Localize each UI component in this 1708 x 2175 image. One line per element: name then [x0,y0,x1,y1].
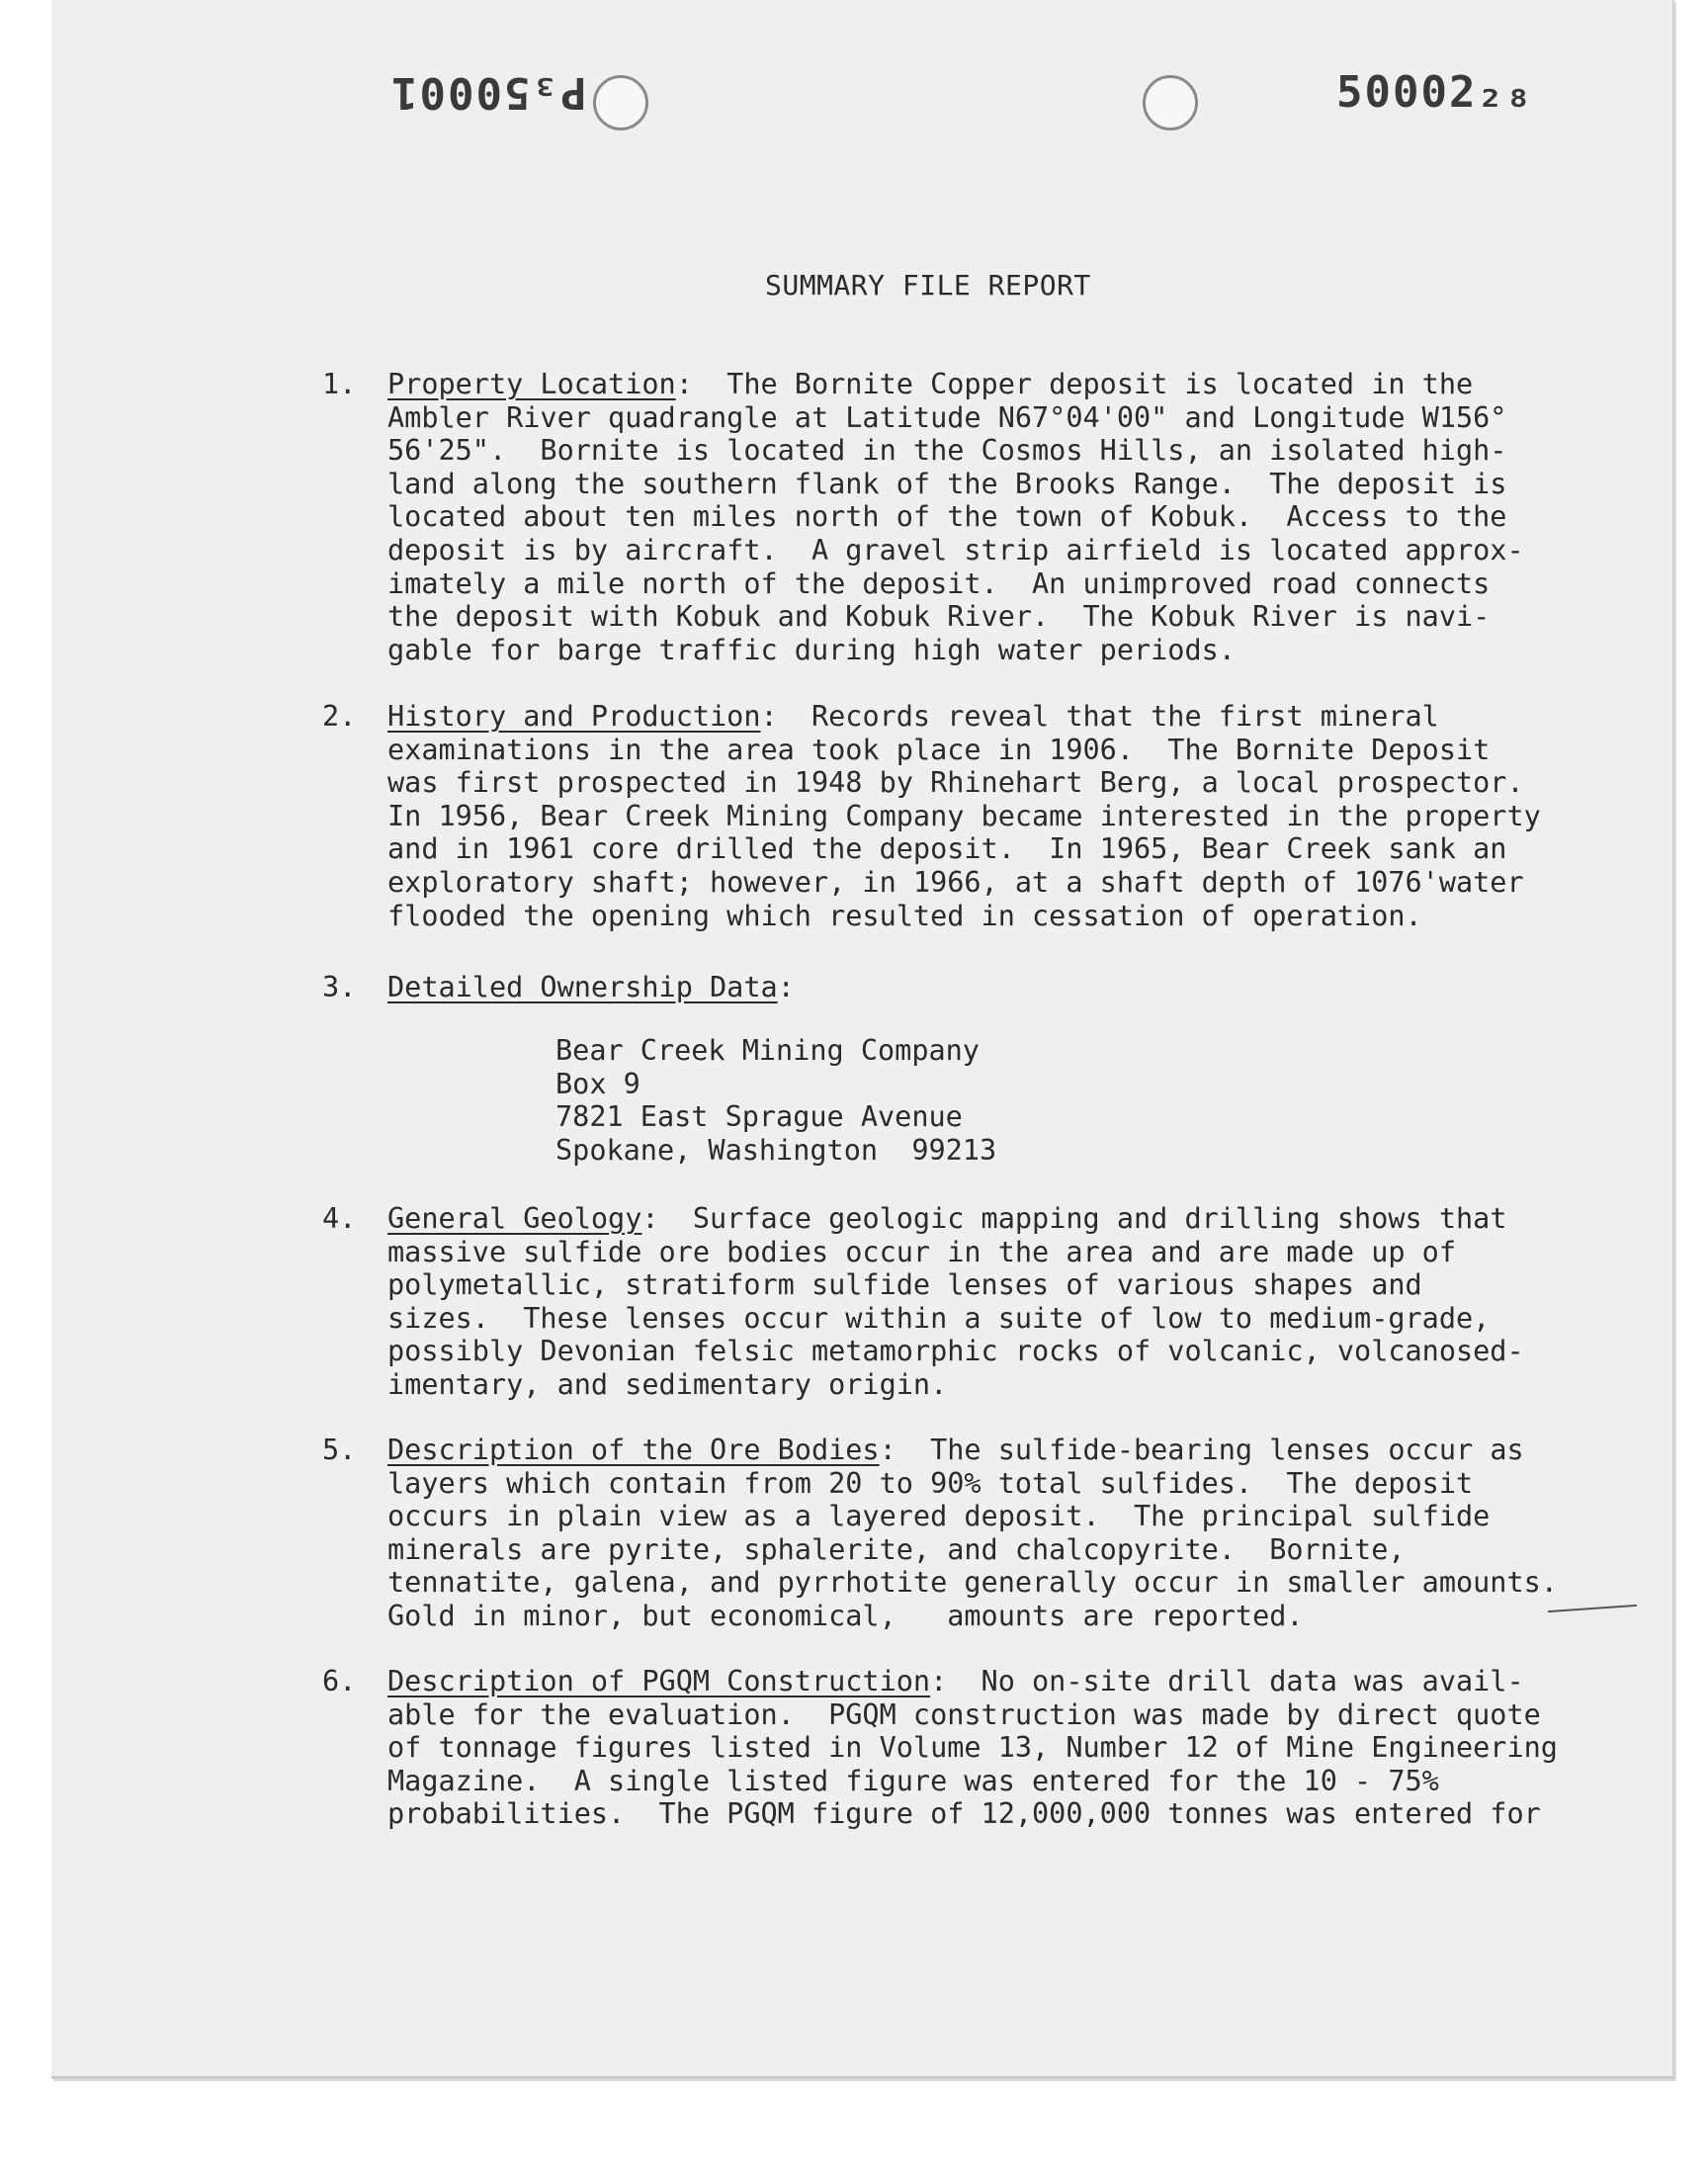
section-line: examinations in the area took place in 1906. The Bornite Deposit [387,733,1491,766]
section-first-line-text: : Surface geologic mapping and drilling shows that [641,1202,1507,1235]
section-line: was first prospected in 1948 by Rhinehart Berg, a local prospector. [387,766,1524,800]
address-line: Box 9 [555,1067,640,1100]
section-first-line-text: : Records reveal that the first mineral [760,700,1439,733]
section-number: 6. [322,1665,357,1697]
section-first-line-text: : No on-site drill data was avail- [930,1665,1524,1697]
section-body [387,368,1574,666]
section-line: Ambler River quadrangle at Latitude N67°04'00" and Longitude W156° [387,400,1507,434]
section-body [387,971,1574,1004]
section-line: deposit is by aircraft. A gravel strip airfield is located approx- [387,533,1524,566]
section-heading: History and Production [387,700,761,733]
report-title: SUMMARY FILE REPORT [765,269,1091,302]
section-line: tennatite, galena, and pyrrhotite generally occur in smaller amounts. [387,1566,1558,1600]
section-line: imentary, and sedimentary origin. [387,1367,948,1401]
section-body [387,1434,1574,1633]
section-body [387,1202,1574,1402]
section-line: Gold in minor, but economical, amounts are reported. [387,1599,1304,1632]
section-line: imately a mile north of the deposit. An unimproved road connects [387,566,1491,600]
section-number: 5. [322,1434,357,1466]
section-first-line-text: : The sulfide-bearing lenses occur as [879,1434,1524,1466]
section-body [387,700,1574,932]
section-heading: Property Location [387,368,676,400]
section-heading: General Geology [387,1202,642,1235]
section-first-line-text: : The Bornite Copper deposit is located in the [675,368,1474,400]
document-number-stamp-left: P₃50001 [389,67,587,118]
section-heading: Detailed Ownership Data [387,971,778,1003]
section-line: probabilities. The PGQM figure of 12,000,000 tonnes was entered for [387,1797,1541,1831]
punch-hole-right [1143,75,1198,130]
section-line: and in 1961 core drilled the deposit. In 1965, Bear Creek sank an [387,832,1507,866]
section-line: possibly Devonian felsic metamorphic rocks of volcanic, volcanosed- [387,1335,1524,1368]
section-number: 2. [322,700,357,733]
section-line: polymetallic, stratiform sulfide lenses of various shapes and [387,1268,1422,1302]
section-line: flooded the opening which resulted in cessation of operation. [387,899,1422,932]
section-line: able for the evaluation. PGQM construction was made by direct quote [387,1697,1541,1731]
section-number: 4. [322,1202,357,1235]
address-line: 7821 East Sprague Avenue [555,1100,963,1134]
section-line: In 1956, Bear Creek Mining Company became interested in the property [387,799,1541,832]
address-line: Spokane, Washington 99213 [555,1133,997,1167]
address-line: Bear Creek Mining Company [555,1034,980,1067]
section-line: sizes. These lenses occur within a suite of low to medium-grade, [387,1301,1491,1335]
section-number: 3. [322,971,357,1003]
section-line: of tonnage figures listed in Volume 13, Number 12 of Mine Engineering [387,1731,1558,1765]
section-line: land along the southern flank of the Brooks Range. The deposit is [387,467,1507,500]
document-page [51,0,1674,2079]
section-line: Magazine. A single listed figure was entered for the 10 - 75% [387,1764,1439,1797]
section-body [387,1665,1574,1831]
section-heading: Description of PGQM Construction [387,1665,931,1697]
section-first-line-text: : [777,971,795,1003]
owner-address [555,1034,996,1167]
section-line: massive sulfide ore bodies occur in the area and are made up of [387,1235,1456,1268]
document-number-stamp-right: 50002₂₈ [1336,67,1534,118]
section-line: located about ten miles north of the town of Kobuk. Access to the [387,500,1507,534]
section-line: 56'25". Bornite is located in the Cosmos Hills, an isolated high- [387,434,1507,468]
section-line: the deposit with Kobuk and Kobuk River. The Kobuk River is navi- [387,600,1491,634]
punch-hole-left [593,75,648,130]
section-number: 1. [322,368,357,400]
section-line: minerals are pyrite, sphalerite, and chalcopyrite. Bornite, [387,1532,1406,1566]
section-line: layers which contain from 20 to 90% total sulfides. The deposit [387,1466,1474,1500]
section-line: gable for barge traffic during high water periods. [387,633,1236,666]
section-heading: Description of the Ore Bodies [387,1434,880,1466]
section-line: occurs in plain view as a layered deposit. The principal sulfide [387,1500,1491,1533]
section-line: exploratory shaft; however, in 1966, at a shaft depth of 1076'water [387,865,1524,899]
